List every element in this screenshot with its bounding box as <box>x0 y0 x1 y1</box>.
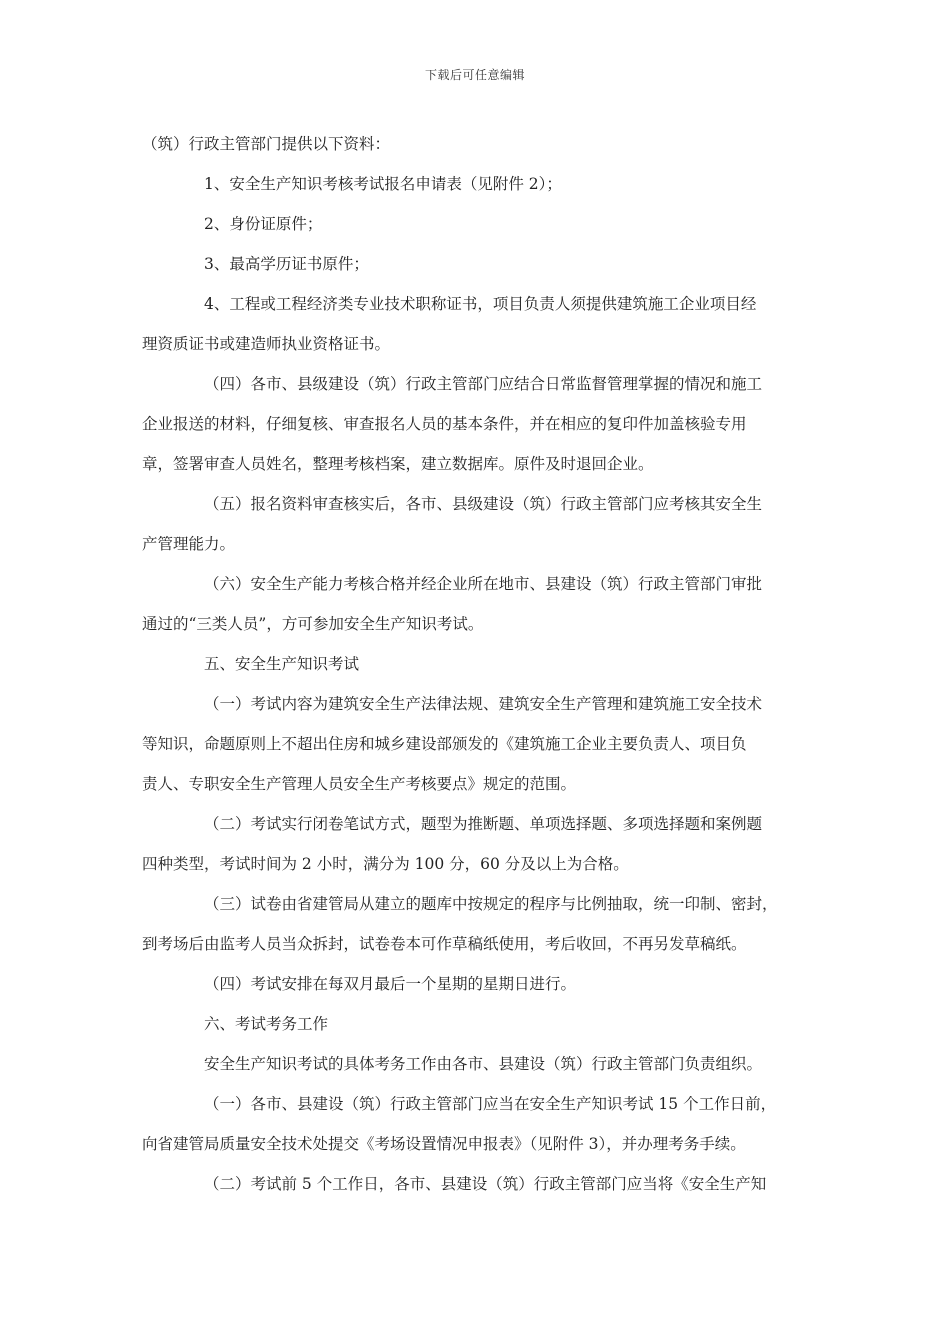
paragraph-line: （二）考试前 5 个工作日，各市、县建设（筑）行政主管部门应当将《安全生产知 <box>204 1175 767 1193</box>
paragraph <box>142 404 814 484</box>
paragraph <box>142 204 814 244</box>
paragraph <box>142 124 814 164</box>
paragraph-line: （一）考试内容为建筑安全生产法律法规、建筑安全生产管理和建筑施工安全技术 <box>204 695 763 713</box>
paragraph <box>142 724 814 804</box>
paragraph-line: 四种类型，考试时间为 2 小时，满分为 100 分，60 分及以上为合格。 <box>142 855 629 873</box>
paragraph <box>142 964 814 1004</box>
paragraph-line: 责人、专职安全生产管理人员安全生产考核要点》规定的范围。 <box>142 775 577 793</box>
paragraph-line: （四）考试安排在每双月最后一个星期的星期日进行。 <box>204 975 577 993</box>
paragraph-line: （二）考试实行闭卷笔试方式，题型为推断题、单项选择题、多项选择题和案例题 <box>204 815 763 833</box>
paragraph-line: 章，签署审查人员姓名，整理考核档案，建立数据库。原件及时退回企业。 <box>142 455 654 473</box>
paragraph <box>142 524 814 564</box>
paragraph-line: （筑）行政主管部门提供以下资料： <box>142 135 391 153</box>
paragraph <box>142 1124 814 1164</box>
paragraph <box>142 244 814 284</box>
paragraph-line: 产管理能力。 <box>142 535 236 553</box>
paragraph <box>142 1044 814 1084</box>
paragraph-line: 安全生产知识考试的具体考务工作由各市、县建设（筑）行政主管部门负责组织。 <box>204 1055 763 1073</box>
paragraph <box>142 684 814 724</box>
paragraph <box>142 644 814 684</box>
paragraph-line: 4、工程或工程经济类专业技术职称证书，项目负责人须提供建筑施工企业项目经 <box>204 295 757 313</box>
paragraph-line: （五）报名资料审查核实后，各市、县级建设（筑）行政主管部门应考核其安全生 <box>204 495 763 513</box>
paragraph <box>142 804 814 844</box>
paragraph <box>142 164 814 204</box>
paragraph-line: 企业报送的材料，仔细复核、审查报名人员的基本条件，并在相应的复印件加盖核验专用 <box>142 415 747 433</box>
paragraph <box>142 484 814 524</box>
paragraph <box>142 1164 814 1204</box>
paragraph-line: 向省建管局质量安全技术处提交《考场设置情况申报表》（见附件 3），并办理考务手续。 <box>142 1135 746 1153</box>
paragraph <box>142 924 814 964</box>
paragraph <box>142 364 814 404</box>
paragraph-line: 到考场后由监考人员当众拆封，试卷卷本可作草稿纸使用，考后收回，不再另发草稿纸。 <box>142 935 747 953</box>
paragraph-line: （四）各市、县级建设（筑）行政主管部门应结合日常监督管理掌握的情况和施工 <box>204 375 763 393</box>
paragraph <box>142 564 814 604</box>
paragraph <box>142 1004 814 1044</box>
paragraph <box>142 884 814 924</box>
paragraph <box>142 284 814 324</box>
paragraph-line: 1、安全生产知识考核考试报名申请表（见附件 2）； <box>204 175 562 193</box>
page-header: 下载后可任意编辑 <box>424 68 525 82</box>
paragraph-line: 2、身份证原件； <box>204 215 323 233</box>
paragraph-line: 六、考试考务工作 <box>204 1015 329 1033</box>
paragraph-line: （一）各市、县建设（筑）行政主管部门应当在安全生产知识考试 15 个工作日前， <box>204 1095 777 1113</box>
paragraph-line: （三）试卷由省建管局从建立的题库中按规定的程序与比例抽取，统一印制、密封， <box>204 895 778 913</box>
paragraph <box>142 604 814 644</box>
paragraph-line: 通过的“三类人员”，方可参加安全生产知识考试。 <box>142 615 484 633</box>
paragraph-line: （六）安全生产能力考核合格并经企业所在地市、县建设（筑）行政主管部门审批 <box>204 575 763 593</box>
paragraph <box>142 844 814 884</box>
paragraph-line: 理资质证书或建造师执业资格证书。 <box>142 335 391 353</box>
document-body <box>142 124 814 1204</box>
paragraph-line: 3、最高学历证书原件； <box>204 255 369 273</box>
paragraph <box>142 324 814 364</box>
paragraph-line: 等知识，命题原则上不超出住房和城乡建设部颁发的《建筑施工企业主要负责人、项目负 <box>142 735 747 753</box>
paragraph-line: 五、安全生产知识考试 <box>204 655 360 673</box>
paragraph <box>142 1084 814 1124</box>
